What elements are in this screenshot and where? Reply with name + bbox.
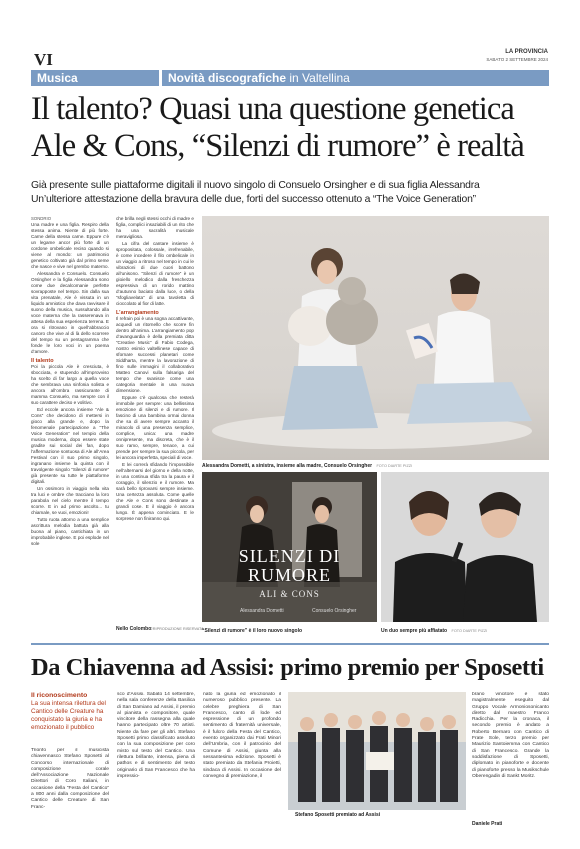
photo-award	[288, 692, 466, 810]
paragraph: che brilla negli stessi occhi di madre e figlia, complici insaziabili di un rito che ha una sacralità musicale meravigliosa.	[116, 216, 194, 239]
kicker-heading: Il riconoscimento	[31, 692, 88, 699]
topic-light: in Valtellina	[286, 71, 350, 85]
paragraph: Eppure c’è qualcosa che resterà immobile per sempre: una bellissima emozione di silenzi e di rumore. Il fascino di una bambina ormai donna che sa di avere sempre accanto il miracolo di una presenza semplice, complice, unica: una madre onnipresente, ma discreta, che è il suo ramo, sempre, tenace, a cui prende per sempre la sua piccola, per lei ancora imperfetta, speciali di voce.	[116, 395, 194, 460]
article-2-column-3: nato la giuria ed emozionato il numeroso pubblico presente. La celebre preghiera di San Francesco, canto di lode ed espressione di un profondo sentimento di fraternità universale, è il fulcro della Festa del Cantico, evento organizzato dai Frati Minori dell’Umbria, con il patrocinio del Comune di Assisi, giunta alla sessantesima edizione. Sposetti è stato premiato da Stefania Proietti, sindaca di Assisi. In occasione del convegno di premiazione, il	[203, 692, 281, 779]
duo-illustration	[381, 472, 549, 622]
paragraph: Poi la piccola Ale è cresciuta, è sbocciata, e stupendo all’improvviso ha scelto di far largo a quella voce che sembrava una sinfonia solista e ancora all’ombra rassicurante di mamma Consuelo, ma sempre con il suo carattere deciso e volitivo.	[31, 364, 109, 405]
photo-1-caption	[202, 463, 549, 469]
photo-2-caption: “Silenzi di rumore” è il loro nuovo singolo	[202, 628, 303, 634]
caption-text: Alessandra Dometti, a sinistra, insieme alla madre, Consuelo Orsingher	[202, 463, 373, 469]
paragraph: Un ossimoro in viaggio nella vita tra luci e ombre che tracciano la loro parabola nel cielo mentre il tempo scorre. E in ad primo ascolto... tu chiamale, se vuoi, emozioni!	[31, 486, 109, 515]
headline-line-1: Il talento? Quasi una questione genetica	[31, 91, 514, 127]
kicker-text: La sua intensa rilettura del Cantico delle Creature ha conquistato la giuria e ha emozionato il pubblico	[31, 700, 106, 731]
paragraph: La cifra del cantare insieme è spropositata, colossale, irrefrenabile, è come incedere il filo ombelicale in un viaggio a ritroso nel tempo in cui le vibrazioni di due cuori battono all’unisono. “Silenzi di rumore” è un gioiello melodico dalla freschezza espressiva di un rorido mattino d’autunno baciato dalla luce, o della “sfogliavelata” di una tavoletta di cioccolato al fior di latte.	[116, 241, 194, 306]
article-column-2	[116, 216, 194, 620]
paragraph: Alessandra e Consuelo. Consuelo Orsingher e la figlia Alessandra sono come due decalcomanie perfette sovrapposte nel tempo. Sin dalla sua vita prenatale, Ale è vissuta in un liquido amniotico che dava ravvisare il suono della musica, sussultando alla voce materna che la rasserenava in attesa della sua esperienza terrena. E ora si ritrovano in quell’abbraccio canoro che vive al di là dello scorrere del tempo su un pentagramma che fonde le loro voci in un poema d’amore.	[31, 271, 109, 354]
article-2-column-2: sco d’Assisi. Sabato 14 settembre, nella sala conferenze della Basilica di San Damiano ad Assisi, il premio al pianista e compositore, quale vincitore della rassegna alla quale hanno partecipato oltre 70 artisti. Niente da fare per gli altri. Stefano Sposetti primo classificato assoluto con la sua composizione per coro misto sul testo del Cantico. Una rilettura brillante, intensa, piena di pathos e di sentimento del testo originario di San Francesco che ha impressio-	[117, 692, 195, 779]
section-label: Musica	[37, 71, 78, 85]
byline-article-2: Daniele Prati	[472, 821, 503, 827]
paragraph: E lei correrà sfidando l’impossibile nell’alternarsi del giorno e della notte, in una continua sfida tra la paura e il coraggio, il silenzio e il rumore. Ma sarà bello riprovarsi sempre insieme. Una certezza assoluta. Come quelle che Ale e Cons sono destinate a grandi cose. E il viaggio è ancora lungo. È appena cominciato. E le sorprese non finiranno qui.	[116, 462, 194, 521]
masthead: LA PROVINCIA	[505, 49, 548, 55]
cover-title-line-2: RUMORE	[247, 565, 331, 585]
photo-credit: FOTO DIARTE PIZZI	[376, 464, 413, 468]
photo-illustration	[202, 216, 549, 460]
subhead-line-2: Un’ulteriore attestazione della bravura delle due, forti del successo ottenuto a “The Voice Generation”	[31, 194, 476, 205]
award-illustration	[288, 692, 466, 810]
paragraph: Una madre e una figlia. Respiro della stessa anima. Niente di più forte. Carne della stessa carne. Eppure c’è un legame ancor più forte di un cordone ombelicale reciso quando si viene al mondo: un patrimonio genetico coltivato già dal primo seme che nasce e vive nel grembo materno.	[31, 222, 109, 269]
topic-bold: Novità discografiche	[168, 71, 287, 85]
dateline: SONDRIO	[31, 216, 52, 221]
headline-line-2: Ale & Cons, “Silenzi di rumore” è realtà	[31, 128, 524, 164]
issue-date: SABATO 2 SETTEMBRE 2024	[486, 57, 548, 62]
headline-article-2: Da Chiavenna ad Assisi: primo premio per Sposetti	[31, 654, 544, 681]
cover-artist: ALI & CONS	[259, 589, 320, 599]
paragraph: Il refrain poi è una sogna accattivante, acquedì un ritornello che scorre fin dentro all’anima. L’arrangiamento pop d’avanguardia è della premiata ditta “Creative Music” di Fabio Codega, nostro esimio valtellinese capace di sfornare successi planetari come Siddharta, mentre la lavorazione di fino sulle immagini il collaborativo Matteo Canovi sulla falsariga del tempo che svanisce come una categoria mentale in una nuova dimensione.	[116, 316, 194, 393]
article-column-1	[31, 216, 109, 612]
cover-name-left: Alessandra Dometti	[240, 608, 284, 614]
album-cover-photo	[202, 472, 377, 622]
article-2-column-1: Trionfo per il musicista chiavennasco Stefano Sposetti al Concorso internazionale di composizione corale dell’Associazione Nazionale Direttori di Coro Italiani, in occasione della “Festa del Cantico” a 800 anni dalla composizione del Cantico delle Creature di San Franc-	[31, 748, 109, 810]
cover-title-line-1: SILENZI DI	[238, 546, 341, 566]
cover-name-right: Consuelo Orsingher	[312, 608, 357, 614]
photo-mother-daughter	[202, 216, 549, 460]
copyright: ©RIPRODUZIONE RISERVATA	[150, 627, 204, 631]
article-2-column-5: brano vincitore è stato magistralmente eseguito dal Gruppo Vocale Armoniosonicanto diretto dal maestro Franco Radicchia. Per la cronaca, il secondo premio è andato a Roberto Bernaro con Cantico di Frate Sole, terzo premio per Maurizio Santoiemma con Cantico di San Francesco. Grande la soddisfazione di Sposetti, diplomato in pianoforte e docente di pianoforte presso la Musikschule Oberengadin di Sankt Moritz.	[472, 692, 549, 779]
photo-credit: FOTO DIARTE PIZZI	[451, 629, 488, 633]
byline: Nello Colombo	[116, 626, 152, 632]
subheading-talento: Il talento	[31, 358, 54, 364]
page-number: VI	[34, 50, 53, 69]
photo-4-caption: Stefano Sposetti premiato ad Assisi	[295, 812, 381, 818]
subhead-line-1: Già presente sulle piattaforme digitali il nuovo singolo di Consuelo Orsingher e di sua figlia Alessandra	[31, 180, 480, 191]
section-divider	[159, 70, 162, 86]
section-divider-line	[31, 643, 549, 645]
photo-3-caption	[381, 628, 487, 634]
caption-text: Un duo sempre più affiatato	[381, 628, 448, 634]
kicker	[31, 692, 109, 732]
photo-duo	[381, 472, 549, 622]
subheading-arrangiamento: L’arrangiamento	[116, 310, 159, 316]
topic-label	[168, 71, 350, 85]
section-bar	[31, 70, 549, 86]
paragraph: Tutto ruota attorno a una semplice ascrittura melodia battuta già alla buona al piano, cantichiata in un improbabile inglese. E poi esplode nel sole	[31, 517, 109, 546]
paragraph: Ed eccole ancora insieme “Ale & Cons” che decidono di mettersi in gioco alla grande e, dopo la fenomenale partecipazione a “The Voice Generation” nel tempio della musica moderna, dopo essere state gradite sui social dei fan, dopo l’affermazione sontuosa di Ale all’Area Festival con il suo primo singolo, ingranano insieme la quinta con il travolgente singolo “Silenzi di rumore” già presente su tutte le piattaforme digitali.	[31, 407, 109, 484]
